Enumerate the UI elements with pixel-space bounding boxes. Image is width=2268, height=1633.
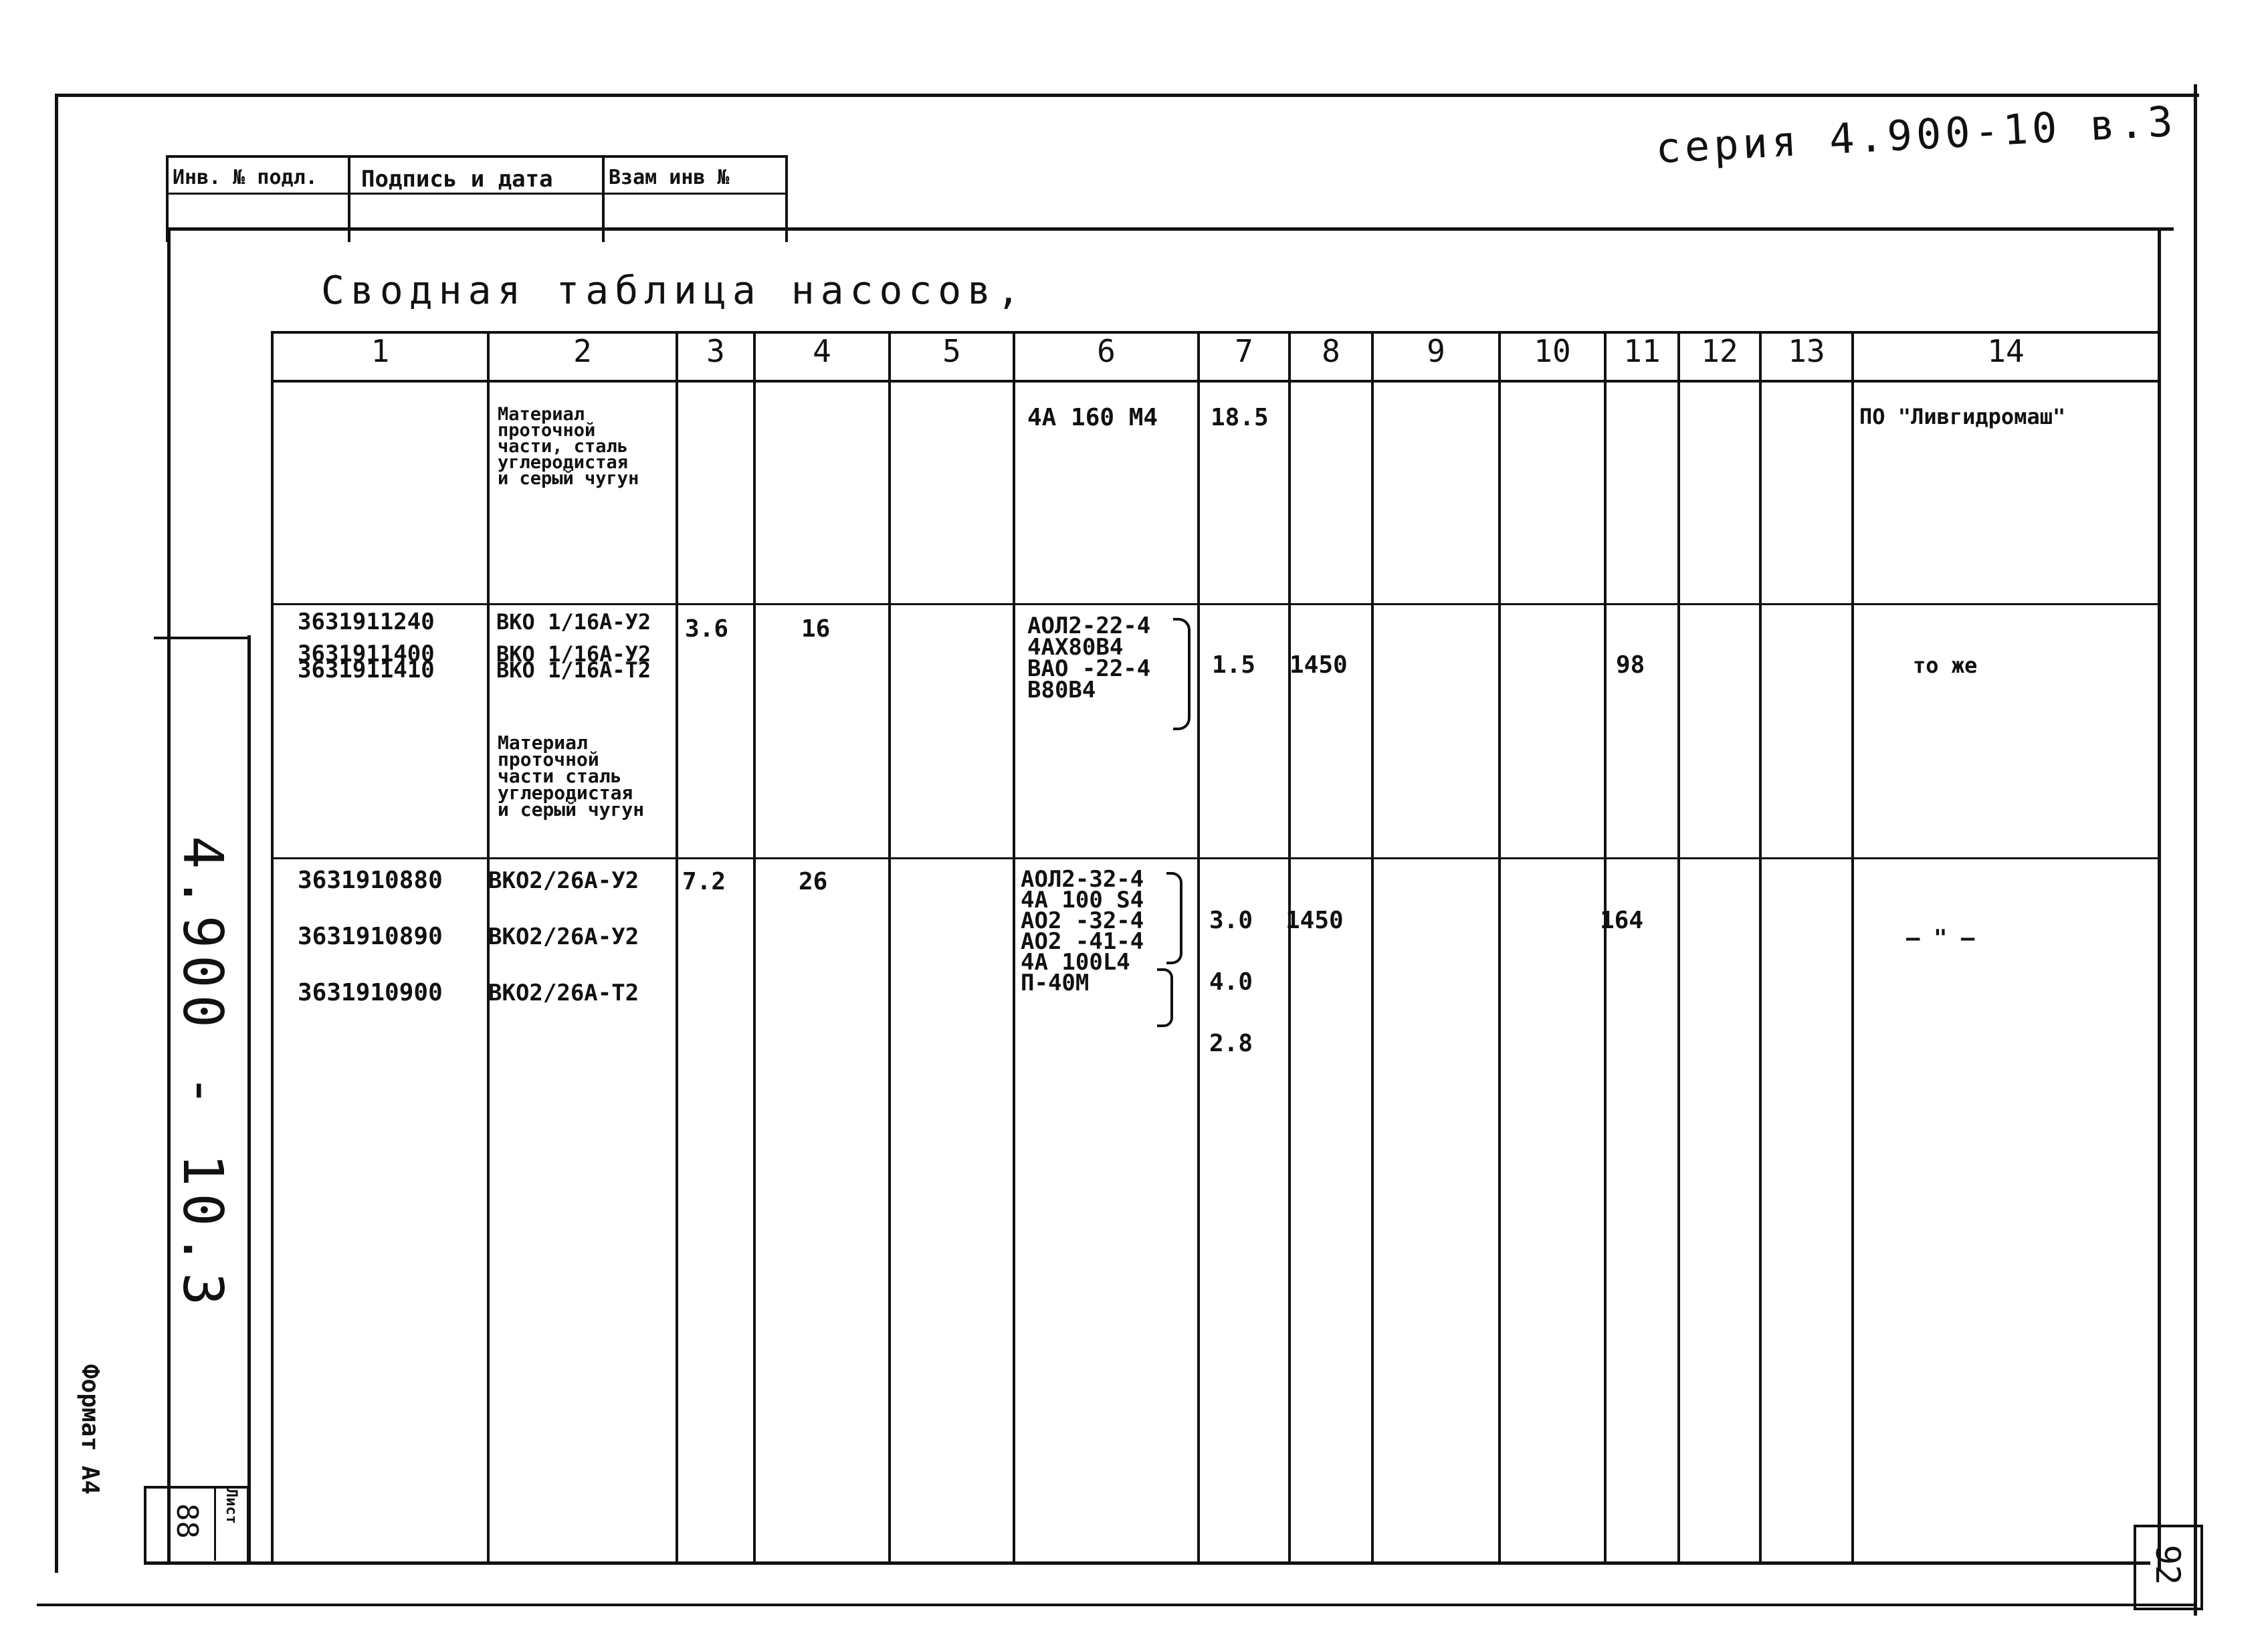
- col-header-10: 10: [1534, 333, 1571, 369]
- stamp-mid: [166, 193, 788, 195]
- stamp-top: [166, 155, 788, 158]
- row3-c11: 164: [1600, 907, 1644, 934]
- row2-motors: АОЛ2-22-4 4АХ80В4 ВАО -22-4 В80В4: [1027, 613, 1151, 703]
- row1-material-note: Материал проточной части, сталь углеродистая и серый чугун: [498, 404, 639, 489]
- frame-right: [2194, 84, 2197, 1616]
- stamp-inv-podl: Инв. № подл.: [173, 166, 318, 189]
- col-line-10: [1604, 331, 1607, 1561]
- col-line-2: [676, 331, 678, 1561]
- page-title: Сводная таблица насосов,: [321, 267, 1027, 313]
- col-header-13: 13: [1788, 333, 1825, 369]
- sheet-number: 88: [170, 1503, 204, 1539]
- col-header-12: 12: [1701, 333, 1738, 369]
- row2-c4: 16: [801, 615, 831, 643]
- col-line-6: [1197, 331, 1200, 1561]
- frame-left: [55, 94, 58, 1573]
- row3-brace-b: [1157, 968, 1173, 1027]
- col-header-9: 9: [1427, 333, 1445, 369]
- col-header-14: 14: [1987, 333, 2025, 369]
- row1-power: 18.5: [1211, 404, 1269, 431]
- row3-rpm: 1450: [1285, 907, 1344, 934]
- row3-motors: АОЛ2-32-4 4А 100 S4 АО2 -32-4 АО2 -41-4 4А 100L4 П-40М: [1021, 866, 1144, 996]
- col-line-9: [1498, 331, 1501, 1561]
- row2-c11: 98: [1616, 651, 1645, 679]
- inner-bottom: [144, 1561, 2150, 1565]
- col-line-0: [271, 331, 274, 1561]
- row3-models: ВКО2/26А-У2 ВКО2/26А-У2 ВКО2/26А-Т2: [488, 867, 639, 1006]
- designation: 4.900 - 10.3: [171, 836, 234, 1313]
- row1-motor: 4А 160 М4: [1027, 404, 1158, 431]
- row2-rpm: 1450: [1290, 651, 1348, 679]
- col-header-1: 1: [371, 333, 390, 369]
- side-strip-inner: [247, 635, 251, 1565]
- row3-power-a: 3.0: [1209, 907, 1253, 934]
- row3-manufacturer: — " —: [1906, 925, 1975, 952]
- col-line-12: [1759, 331, 1762, 1561]
- col-header-11: 11: [1623, 333, 1661, 369]
- col-header-6: 6: [1097, 333, 1116, 369]
- inner-right: [2158, 227, 2161, 1571]
- col-line-3: [753, 331, 756, 1561]
- side-strip-top: [154, 637, 251, 639]
- sheet-label: Лист: [223, 1489, 239, 1524]
- row3-power-b: 4.0: [1209, 968, 1253, 996]
- col-line-11: [1677, 331, 1680, 1561]
- col-line-13: [1851, 331, 1854, 1561]
- sheet-box-div: [214, 1486, 216, 1561]
- row2-brace: [1173, 618, 1191, 730]
- row2-material-note: Материал проточной части сталь углеродистая и серый чугун: [498, 732, 645, 821]
- row2-models: ВКО 1/16А-У2 ВКО 1/16А-У2 ВКО 1/16А-Т2: [496, 609, 651, 683]
- frame-top: [55, 94, 2199, 97]
- row3-c3: 7.2: [682, 868, 726, 895]
- col-header-7: 7: [1235, 333, 1253, 369]
- row1-bottom: [271, 603, 2158, 605]
- col-header-4: 4: [813, 333, 831, 369]
- row2-c3: 3.6: [685, 615, 729, 643]
- inner-top: [167, 227, 2174, 231]
- row2-bottom: [271, 857, 2158, 859]
- col-line-8: [1371, 331, 1374, 1561]
- stamp-signature-date: Подпись и дата: [361, 166, 553, 193]
- row3-c4: 26: [799, 868, 828, 895]
- row2-power: 1.5: [1212, 651, 1256, 679]
- col-line-4: [888, 331, 891, 1561]
- col-header-2: 2: [573, 333, 592, 369]
- format-label: Формат А4: [76, 1364, 104, 1495]
- col-header-8: 8: [1322, 333, 1340, 369]
- frame-bottom: [37, 1604, 2197, 1606]
- page-number: 92: [2148, 1545, 2187, 1586]
- col-header-3: 3: [706, 333, 725, 369]
- series-label: серия 4.900-10 в.3: [1654, 96, 2178, 173]
- row1-manufacturer: ПО "Ливгидромаш": [1859, 404, 2066, 429]
- row3-power-c: 2.8: [1209, 1030, 1253, 1057]
- stamp-zam-inv: Взам инв №: [609, 166, 730, 189]
- col-header-5: 5: [942, 333, 961, 369]
- col-line-5: [1013, 331, 1015, 1561]
- row3-brace-a: [1166, 872, 1182, 964]
- row3-codes: 3631910880 3631910890 3631910900: [298, 867, 443, 1006]
- row2-manufacturer: то же: [1913, 653, 1978, 678]
- row2-codes: 3631911240 3631911400 3631911410: [298, 609, 435, 683]
- col-line-7: [1288, 331, 1291, 1561]
- table-header-bottom: [271, 380, 2158, 383]
